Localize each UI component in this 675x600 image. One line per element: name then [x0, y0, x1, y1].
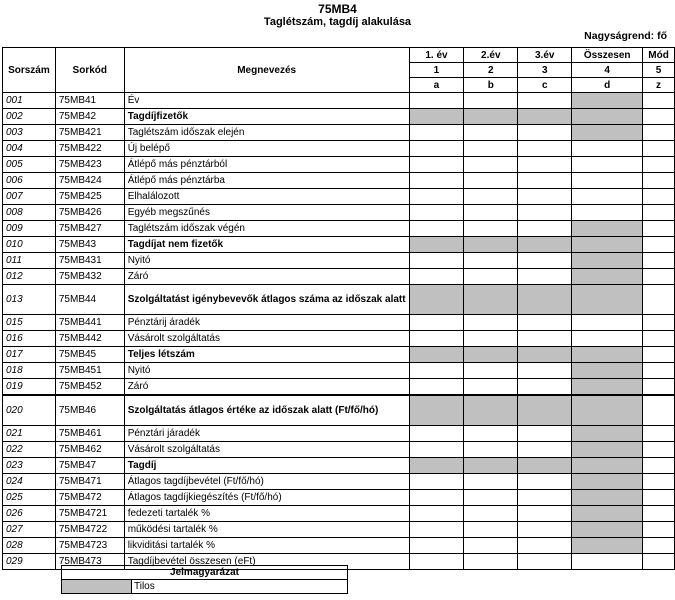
row-name: Záró: [124, 269, 409, 285]
row-sorszam: 020: [3, 395, 56, 426]
data-cell: [464, 522, 518, 538]
row-sorkod: 75MB462: [55, 442, 124, 458]
row-sorkod: 75MB423: [55, 157, 124, 173]
header-col-letter: d: [572, 78, 643, 93]
data-cell: [409, 237, 464, 253]
row-sorszam: 010: [3, 237, 56, 253]
legend-swatch: [62, 580, 132, 594]
data-cell: [409, 490, 464, 506]
data-cell: [464, 506, 518, 522]
table-row: [3, 189, 675, 205]
row-sorkod: 75MB4723: [55, 538, 124, 554]
data-cell: [572, 506, 643, 522]
data-cell: [464, 237, 518, 253]
table-row: [3, 522, 675, 538]
table-row: [3, 395, 675, 426]
row-name: likviditási tartalék %: [124, 538, 409, 554]
table-row: [3, 285, 675, 315]
header-sorszam: Sorszám: [3, 48, 56, 93]
data-cell: [643, 395, 675, 426]
data-cell: [518, 315, 572, 331]
table-row: [3, 269, 675, 285]
data-cell: [643, 205, 675, 221]
row-name: fedezeti tartalék %: [124, 506, 409, 522]
legend-item: [62, 580, 348, 594]
data-cell: [464, 157, 518, 173]
row-name: Taglétszám időszak elején: [124, 125, 409, 141]
data-cell: [464, 285, 518, 315]
data-cell: [464, 253, 518, 269]
header-col-label: 1. év: [409, 48, 464, 63]
data-cell: [518, 285, 572, 315]
row-sorkod: 75MB432: [55, 269, 124, 285]
row-name: Átlépő más pénztárból: [124, 157, 409, 173]
data-cell: [409, 205, 464, 221]
table-row: [3, 458, 675, 474]
data-cell: [409, 173, 464, 189]
data-cell: [572, 474, 643, 490]
data-cell: [518, 141, 572, 157]
data-cell: [572, 157, 643, 173]
data-cell: [518, 506, 572, 522]
data-cell: [572, 141, 643, 157]
row-sorkod: 75MB43: [55, 237, 124, 253]
legend-table: [61, 565, 348, 594]
data-cell: [572, 347, 643, 363]
table-row: [3, 109, 675, 125]
data-cell: [643, 458, 675, 474]
data-cell: [518, 221, 572, 237]
data-cell: [643, 221, 675, 237]
data-cell: [643, 253, 675, 269]
data-cell: [643, 109, 675, 125]
table-row: [3, 347, 675, 363]
data-cell: [409, 125, 464, 141]
data-cell: [518, 237, 572, 253]
data-cell: [643, 474, 675, 490]
data-cell: [643, 189, 675, 205]
table-row: [3, 173, 675, 189]
row-sorszam: 022: [3, 442, 56, 458]
header-col-num: 2: [464, 63, 518, 78]
row-sorszam: 004: [3, 141, 56, 157]
data-cell: [518, 157, 572, 173]
row-sorkod: 75MB4722: [55, 522, 124, 538]
data-cell: [572, 237, 643, 253]
data-cell: [409, 109, 464, 125]
data-cell: [643, 315, 675, 331]
data-cell: [464, 458, 518, 474]
data-cell: [518, 458, 572, 474]
data-cell: [409, 347, 464, 363]
data-cell: [409, 315, 464, 331]
form-subtitle: Taglétszám, tagdíj alakulása: [263, 16, 412, 28]
data-cell: [409, 363, 464, 379]
data-cell: [409, 221, 464, 237]
row-sorkod: 75MB41: [55, 93, 124, 109]
legend-label: Tilos: [132, 580, 348, 594]
row-name: működési tartalék %: [124, 522, 409, 538]
table-row: [3, 221, 675, 237]
row-sorkod: 75MB471: [55, 474, 124, 490]
data-cell: [518, 522, 572, 538]
header-col-num: 3: [518, 63, 572, 78]
row-sorkod: 75MB441: [55, 315, 124, 331]
row-sorszam: 002: [3, 109, 56, 125]
data-cell: [464, 189, 518, 205]
data-cell: [464, 125, 518, 141]
data-cell: [643, 269, 675, 285]
table-row: [3, 426, 675, 442]
row-sorkod: 75MB425: [55, 189, 124, 205]
row-sorkod: 75MB44: [55, 285, 124, 315]
data-cell: [464, 379, 518, 396]
data-cell: [518, 205, 572, 221]
row-sorkod: 75MB422: [55, 141, 124, 157]
data-cell: [464, 205, 518, 221]
data-cell: [518, 474, 572, 490]
data-cell: [572, 395, 643, 426]
data-cell: [518, 253, 572, 269]
data-cell: [464, 395, 518, 426]
data-cell: [572, 253, 643, 269]
data-cell: [409, 395, 464, 426]
header-col-letter: a: [409, 78, 464, 93]
row-name: Vásárolt szolgáltatás: [124, 442, 409, 458]
row-sorszam: 028: [3, 538, 56, 554]
data-cell: [643, 173, 675, 189]
header-sorkod: Sorkód: [55, 48, 124, 93]
table-row: [3, 253, 675, 269]
row-name: Átlépő más pénztárba: [124, 173, 409, 189]
data-cell: [643, 157, 675, 173]
row-sorkod: 75MB461: [55, 426, 124, 442]
row-sorszam: 016: [3, 331, 56, 347]
data-cell: [518, 189, 572, 205]
data-cell: [409, 93, 464, 109]
row-sorkod: 75MB4721: [55, 506, 124, 522]
header-col-label: Mód: [643, 48, 675, 63]
table-row: [3, 331, 675, 347]
data-cell: [409, 157, 464, 173]
row-sorkod: 75MB431: [55, 253, 124, 269]
data-cell: [643, 237, 675, 253]
table-row: [3, 474, 675, 490]
data-cell: [464, 93, 518, 109]
data-cell: [409, 189, 464, 205]
main-table: [2, 47, 675, 570]
data-cell: [572, 379, 643, 396]
data-cell: [643, 331, 675, 347]
header-row-labels: [3, 48, 675, 63]
data-cell: [464, 109, 518, 125]
row-sorkod: 75MB421: [55, 125, 124, 141]
row-sorszam: 029: [3, 554, 56, 570]
table-row: [3, 538, 675, 554]
row-name: Záró: [124, 379, 409, 396]
data-cell: [409, 442, 464, 458]
row-sorkod: 75MB42: [55, 109, 124, 125]
row-name: Egyéb megszűnés: [124, 205, 409, 221]
data-cell: [572, 442, 643, 458]
unit-label: Nagyságrend: fő: [584, 30, 667, 42]
data-cell: [572, 522, 643, 538]
data-cell: [409, 522, 464, 538]
header-col-letter: c: [518, 78, 572, 93]
row-name: Szolgáltatást igénybevevők átlagos száma az időszak alatt: [124, 285, 409, 315]
row-name: Átlagos tagdíjkiegészítés (Ft/fő/hó): [124, 490, 409, 506]
data-cell: [464, 363, 518, 379]
data-cell: [518, 490, 572, 506]
row-sorszam: 009: [3, 221, 56, 237]
row-name: Taglétszám időszak végén: [124, 221, 409, 237]
data-cell: [518, 331, 572, 347]
data-cell: [518, 93, 572, 109]
data-cell: [518, 442, 572, 458]
data-cell: [643, 522, 675, 538]
data-cell: [464, 538, 518, 554]
data-cell: [518, 379, 572, 396]
row-sorszam: 003: [3, 125, 56, 141]
data-cell: [464, 269, 518, 285]
table-row: [3, 490, 675, 506]
data-cell: [518, 173, 572, 189]
row-name: Teljes létszám: [124, 347, 409, 363]
row-sorkod: 75MB472: [55, 490, 124, 506]
row-name: Tagdíj: [124, 458, 409, 474]
row-name: Vásárolt szolgáltatás: [124, 331, 409, 347]
data-cell: [464, 490, 518, 506]
row-sorkod: 75MB45: [55, 347, 124, 363]
data-cell: [464, 173, 518, 189]
data-cell: [464, 331, 518, 347]
data-cell: [518, 347, 572, 363]
header-col-num: 1: [409, 63, 464, 78]
table-row: [3, 205, 675, 221]
data-cell: [464, 347, 518, 363]
row-sorszam: 021: [3, 426, 56, 442]
row-name: Tagdíjbevétel összesen (eFt): [124, 554, 409, 570]
header-col-label: Összesen: [572, 48, 643, 63]
data-cell: [572, 189, 643, 205]
data-cell: [643, 538, 675, 554]
data-cell: [409, 141, 464, 157]
data-cell: [518, 538, 572, 554]
data-cell: [518, 395, 572, 426]
data-cell: [572, 554, 643, 570]
table-row: [3, 125, 675, 141]
row-sorkod: 75MB426: [55, 205, 124, 221]
row-name: Tagdíjat nem fizetők: [124, 237, 409, 253]
data-cell: [643, 125, 675, 141]
data-cell: [643, 554, 675, 570]
data-cell: [464, 554, 518, 570]
table-row: [3, 506, 675, 522]
data-cell: [409, 379, 464, 396]
form-code-title: 75MB4: [318, 2, 357, 16]
data-cell: [464, 426, 518, 442]
data-cell: [572, 269, 643, 285]
header-col-num: 5: [643, 63, 675, 78]
table-row: [3, 157, 675, 173]
header-col-label: 3.év: [518, 48, 572, 63]
data-cell: [409, 554, 464, 570]
row-sorszam: 015: [3, 315, 56, 331]
row-name: Nyitó: [124, 363, 409, 379]
data-cell: [572, 125, 643, 141]
row-name: Átlagos tagdíjbevétel (Ft/fő/hó): [124, 474, 409, 490]
legend-title: Jelmagyarázat: [62, 566, 348, 580]
header-col-label: 2.év: [464, 48, 518, 63]
data-cell: [643, 93, 675, 109]
table-row: [3, 237, 675, 253]
data-cell: [409, 269, 464, 285]
row-sorszam: 001: [3, 93, 56, 109]
row-sorszam: 027: [3, 522, 56, 538]
row-sorkod: 75MB424: [55, 173, 124, 189]
header-col-num: 4: [572, 63, 643, 78]
data-cell: [572, 109, 643, 125]
data-cell: [518, 363, 572, 379]
row-name: Szolgáltatás átlagos értéke az időszak alatt (Ft/fő/hó): [124, 395, 409, 426]
header-col-letter: z: [643, 78, 675, 93]
data-cell: [518, 109, 572, 125]
table-row: [3, 379, 675, 396]
data-cell: [572, 331, 643, 347]
data-cell: [643, 442, 675, 458]
row-name: Év: [124, 93, 409, 109]
data-cell: [572, 173, 643, 189]
data-cell: [409, 538, 464, 554]
table-row: [3, 442, 675, 458]
data-cell: [643, 285, 675, 315]
data-cell: [643, 363, 675, 379]
data-cell: [464, 141, 518, 157]
row-sorkod: 75MB427: [55, 221, 124, 237]
data-cell: [409, 253, 464, 269]
row-sorszam: 006: [3, 173, 56, 189]
row-sorszam: 011: [3, 253, 56, 269]
data-cell: [409, 506, 464, 522]
header-col-letter: b: [464, 78, 518, 93]
data-cell: [464, 221, 518, 237]
data-cell: [464, 315, 518, 331]
data-cell: [409, 458, 464, 474]
row-name: Pénztári járadék: [124, 426, 409, 442]
data-cell: [572, 426, 643, 442]
row-sorkod: 75MB452: [55, 379, 124, 396]
row-sorszam: 026: [3, 506, 56, 522]
data-cell: [464, 474, 518, 490]
row-name: Elhalálozott: [124, 189, 409, 205]
row-sorkod: 75MB451: [55, 363, 124, 379]
data-cell: [409, 285, 464, 315]
row-name: Nyitó: [124, 253, 409, 269]
row-sorszam: 023: [3, 458, 56, 474]
row-sorkod: 75MB442: [55, 331, 124, 347]
table-row: [3, 363, 675, 379]
row-name: Pénztárij áradék: [124, 315, 409, 331]
data-cell: [572, 538, 643, 554]
data-cell: [518, 554, 572, 570]
data-cell: [572, 285, 643, 315]
data-cell: [643, 490, 675, 506]
table-row: [3, 315, 675, 331]
data-cell: [409, 474, 464, 490]
row-sorkod: 75MB47: [55, 458, 124, 474]
data-cell: [572, 205, 643, 221]
row-sorszam: 005: [3, 157, 56, 173]
table-row: [3, 141, 675, 157]
data-cell: [409, 426, 464, 442]
row-sorszam: 008: [3, 205, 56, 221]
row-sorszam: 025: [3, 490, 56, 506]
data-cell: [518, 269, 572, 285]
data-cell: [643, 141, 675, 157]
row-sorszam: 017: [3, 347, 56, 363]
row-sorszam: 024: [3, 474, 56, 490]
row-sorkod: 75MB46: [55, 395, 124, 426]
data-cell: [572, 490, 643, 506]
row-name: Tagdíjfizetők: [124, 109, 409, 125]
data-cell: [464, 442, 518, 458]
row-sorszam: 013: [3, 285, 56, 315]
data-cell: [572, 93, 643, 109]
data-cell: [572, 363, 643, 379]
data-cell: [643, 426, 675, 442]
table-row: [3, 93, 675, 109]
data-cell: [572, 458, 643, 474]
row-sorkod: 75MB473: [55, 554, 124, 570]
row-sorszam: 018: [3, 363, 56, 379]
data-cell: [572, 221, 643, 237]
data-cell: [409, 331, 464, 347]
row-sorszam: 007: [3, 189, 56, 205]
data-cell: [643, 347, 675, 363]
header-megnevezes: Megnevezés: [124, 48, 409, 93]
row-sorszam: 012: [3, 269, 56, 285]
row-name: Új belépő: [124, 141, 409, 157]
data-cell: [572, 315, 643, 331]
data-cell: [518, 125, 572, 141]
data-cell: [518, 426, 572, 442]
data-cell: [643, 506, 675, 522]
data-cell: [643, 379, 675, 396]
row-sorszam: 019: [3, 379, 56, 396]
